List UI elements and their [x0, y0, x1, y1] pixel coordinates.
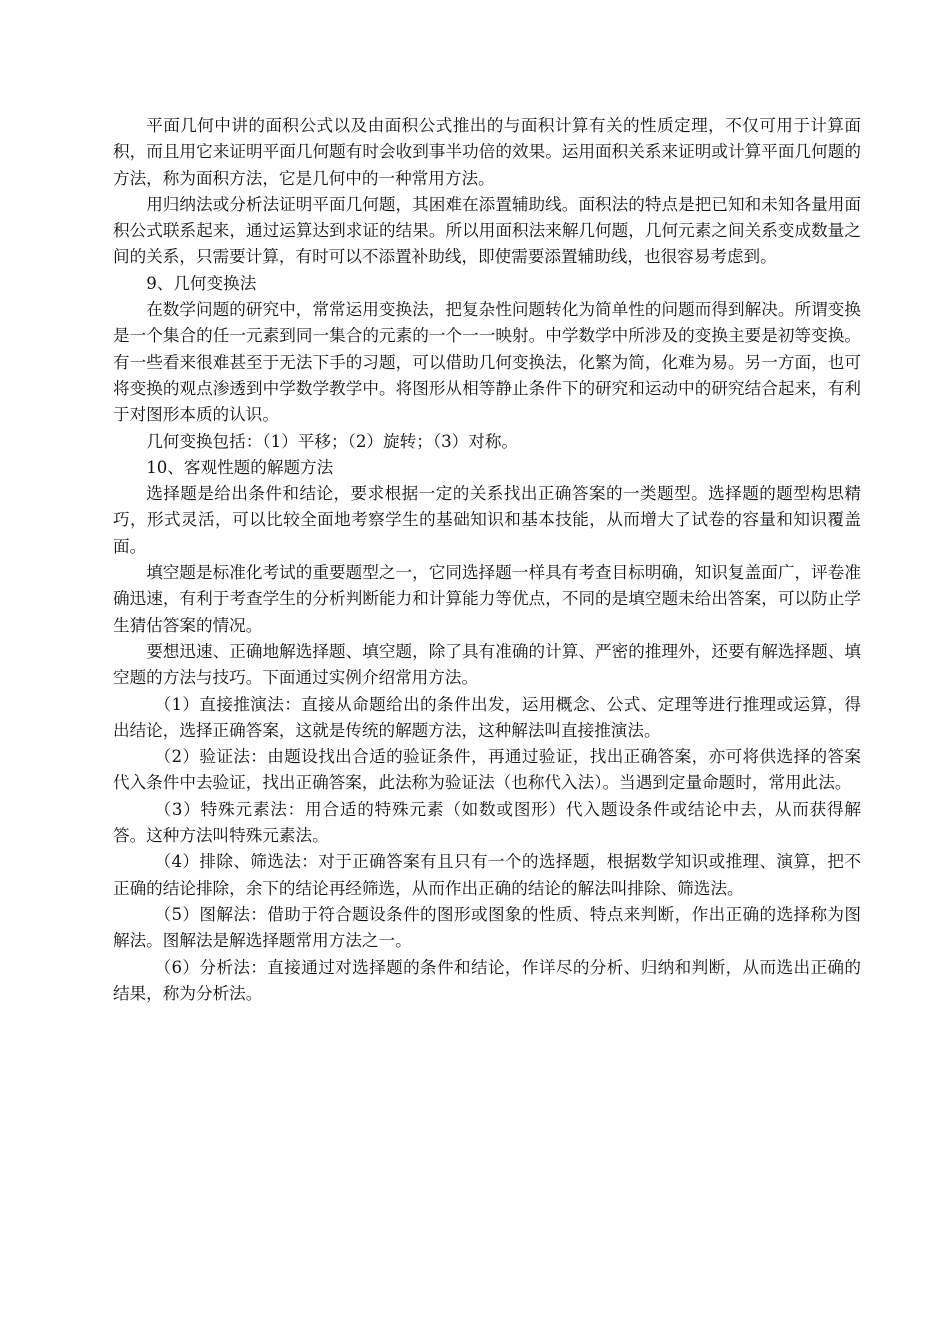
method-item-elimination: （4）排除、筛选法：对于正确答案有且只有一个的选择题，根据数学知识或推理、演算，把不正确的结论排除，余下的结论再经筛选，从而作出正确的结论的解法叫排除、筛选法。	[113, 852, 861, 898]
document-page	[113, 113, 861, 1007]
paragraph-area-method-features: 用归纳法或分析法证明平面几何题，其困难在添置辅助线。面积法的特点是把已知和未知各量用面积公式联系起来，通过运算达到求证的结果。所以用面积法来解几何题，几何元素之间关系变成数量之间的关系，只需要计算，有时可以不添置补助线，即使需要添置辅助线，也很容易考虑到。	[113, 194, 861, 267]
method-item-verification: （2）验证法：由题设找出合适的验证条件，再通过验证，找出正确答案，亦可将供选择的答案代入条件中去验证，找出正确答案，此法称为验证法（也称代入法）。当遇到定量命题时，常用此法。	[113, 747, 861, 793]
paragraph-methods-intro: 要想迅速、正确地解选择题、填空题，除了具有准确的计算、严密的推理外，还要有解选择题、填空题的方法与技巧。下面通过实例介绍常用方法。	[113, 641, 861, 688]
paragraph-fill-in-blank: 填空题是标准化考试的重要题型之一，它同选择题一样具有考查目标明确，知识复盖面广，评卷准确迅速，有利于考查学生的分析判断能力和计算能力等优点，不同的是填空题未给出答案，可以防止学生猜估答案的情况。	[113, 563, 861, 635]
method-item-special-element: （3）特殊元素法：用合适的特殊元素（如数或图形）代入题设条件或结论中去，从而获得解答。这种方法叫特殊元素法。	[113, 799, 861, 846]
paragraph-multiple-choice: 选择题是给出条件和结论，要求根据一定的关系找出正确答案的一类题型。选择题的题型构思精巧，形式灵活，可以比较全面地考察学生的基础知识和基本技能，从而增大了试卷的容量和知识覆盖面。	[113, 484, 861, 556]
method-item-graphical: （5）图解法：借助于符合题设条件的图形或图象的性质、特点来判断，作出正确的选择称为图解法。图解法是解选择题常用方法之一。	[113, 904, 861, 951]
method-item-direct-deduction: （1）直接推演法：直接从命题给出的条件出发，运用概念、公式、定理等进行推理或运算，得出结论，选择正确答案，这就是传统的解题方法，这种解法叫直接推演法。	[113, 694, 861, 740]
paragraph-transformation-types: 几何变换包括：（1）平移；（2）旋转；（3）对称。	[146, 431, 519, 451]
paragraph-area-method-intro: 平面几何中讲的面积公式以及由面积公式推出的与面积计算有关的性质定理，不仅可用于计算面积，而且用它来证明平面几何题有时会收到事半功倍的效果。运用面积关系来证明或计算平面几何题的方法，称为面积方法，它是几何中的一种常用方法。	[113, 116, 861, 188]
section-heading-geometric-transformation: 9、几何变换法	[146, 273, 257, 293]
paragraph-transformation-intro: 在数学问题的研究中，常常运用变换法，把复杂性问题转化为简单性的问题而得到解决。所谓变换是一个集合的任一元素到同一集合的元素的一个一一映射。中学数学中所涉及的变换主要是初等变换。有一些看来很难甚至于无法下手的习题，可以借助几何变换法，化繁为简，化难为易。另一方面，也可将变换的观点渗透到中学数学教学中。将图形从相等静止条件下的研究和运动中的研究结合起来，有利于对图形本质的认识。	[113, 300, 861, 425]
section-heading-objective-questions: 10、客观性题的解题方法	[146, 457, 334, 477]
method-item-analysis: （6）分析法：直接通过对选择题的条件和结论，作详尽的分析、归纳和判断，从而选出正确的结果，称为分析法。	[113, 957, 861, 1003]
